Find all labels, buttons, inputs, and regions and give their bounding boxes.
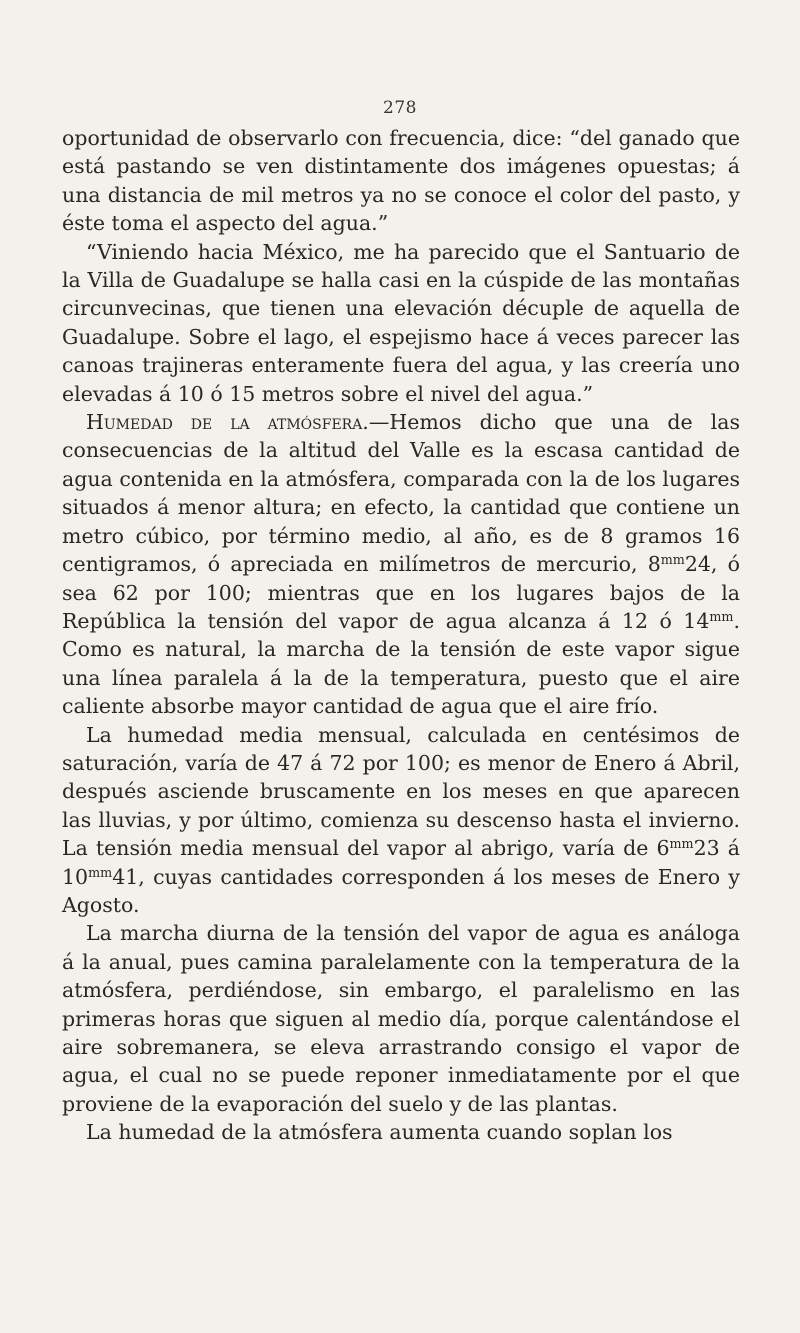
page-number: 278 xyxy=(383,98,417,118)
unit-superscript: mm xyxy=(709,608,734,624)
paragraph-text: . Como es natural, la marcha de la tensión de este vapor sigue una línea paralela á la de la temperatura, puesto que el aire caliente absorbe mayor cantidad de agua que el aire frío. xyxy=(62,608,740,719)
paragraph-quote-end: oportunidad de observarlo con frecuencia, dice: “del ganado que está pastando se ven distintamente dos imágenes opuestas; á una distancia de mil metros ya no se conoce el color del pasto, y éste toma el aspecto del agua.” xyxy=(62,126,740,236)
unit-superscript: mm xyxy=(660,552,685,568)
paragraph-text: 41, cuyas cantidades corresponden á los meses de Enero y Agosto. xyxy=(62,864,740,917)
paragraph-quote-mexico: “Viniendo hacia México, me ha parecido que el Santuario de la Villa de Guadalupe se halla casi en la cúspide de las montañas circunvecinas, que tienen una elevación décuple de aquella de Guadalupe. Sobre el lago, el espejismo hace á veces parecer las canoas trajineras enteramente fuera del agua, y las creería uno elevadas á 10 ó 15 metros sobre el nivel del agua.” xyxy=(62,239,740,406)
paragraph-marcha-diurna: La marcha diurna de la tensión del vapor de agua es análoga á la anual, pues camina paralelamente con la temperatura de la atmósfera, perdiéndose, sin embargo, el paralelismo en las primeras horas que siguen al medio día, porque calentándose el aire sobremanera, se eleva arrastrando consigo el vapor de agua, el cual no se puede reponer inmediatamente por el que proviene de la evaporación del suelo y de las plantas. xyxy=(62,921,740,1116)
section-heading: Humedad de la atmósfera. xyxy=(86,410,369,435)
unit-superscript: mm xyxy=(88,864,113,880)
paragraph-humedad xyxy=(62,408,740,720)
paragraph-humedad-media xyxy=(62,721,740,920)
paragraph-text: —Hemos dicho que una de las consecuencias de la altitud del Valle es la escasa cantidad de agua contenida en la atmósfera, comparada con la de los lugares situados á menor altura; en efecto, la cantidad que contiene un metro cúbico, por término medio, al año, es de 8 gramos 16 centigramos, ó apreciada en milímetros de mercurio, 8 xyxy=(62,410,740,577)
paragraph-final: La humedad de la atmósfera aumenta cuando soplan los xyxy=(86,1120,673,1145)
paragraph-text: La humedad media mensual, calculada en centésimos de saturación, varía de 47 á 72 por 100; es menor de Enero á Abril, después asciende bruscamente en los meses en que aparecen las lluvias, y por último, comienza su descenso hasta el invierno. La tensión media mensual del vapor al abrigo, varía de 6 xyxy=(62,722,740,861)
paragraph-text: 24, ó sea 62 por 100; mientras que en los lugares bajos de la República la tensión del vapor de agua alcanza á 12 ó 14 xyxy=(62,552,740,633)
body-text xyxy=(62,124,740,1147)
unit-superscript: mm xyxy=(669,836,694,852)
paragraph-text: 23 á 10 xyxy=(62,836,740,889)
